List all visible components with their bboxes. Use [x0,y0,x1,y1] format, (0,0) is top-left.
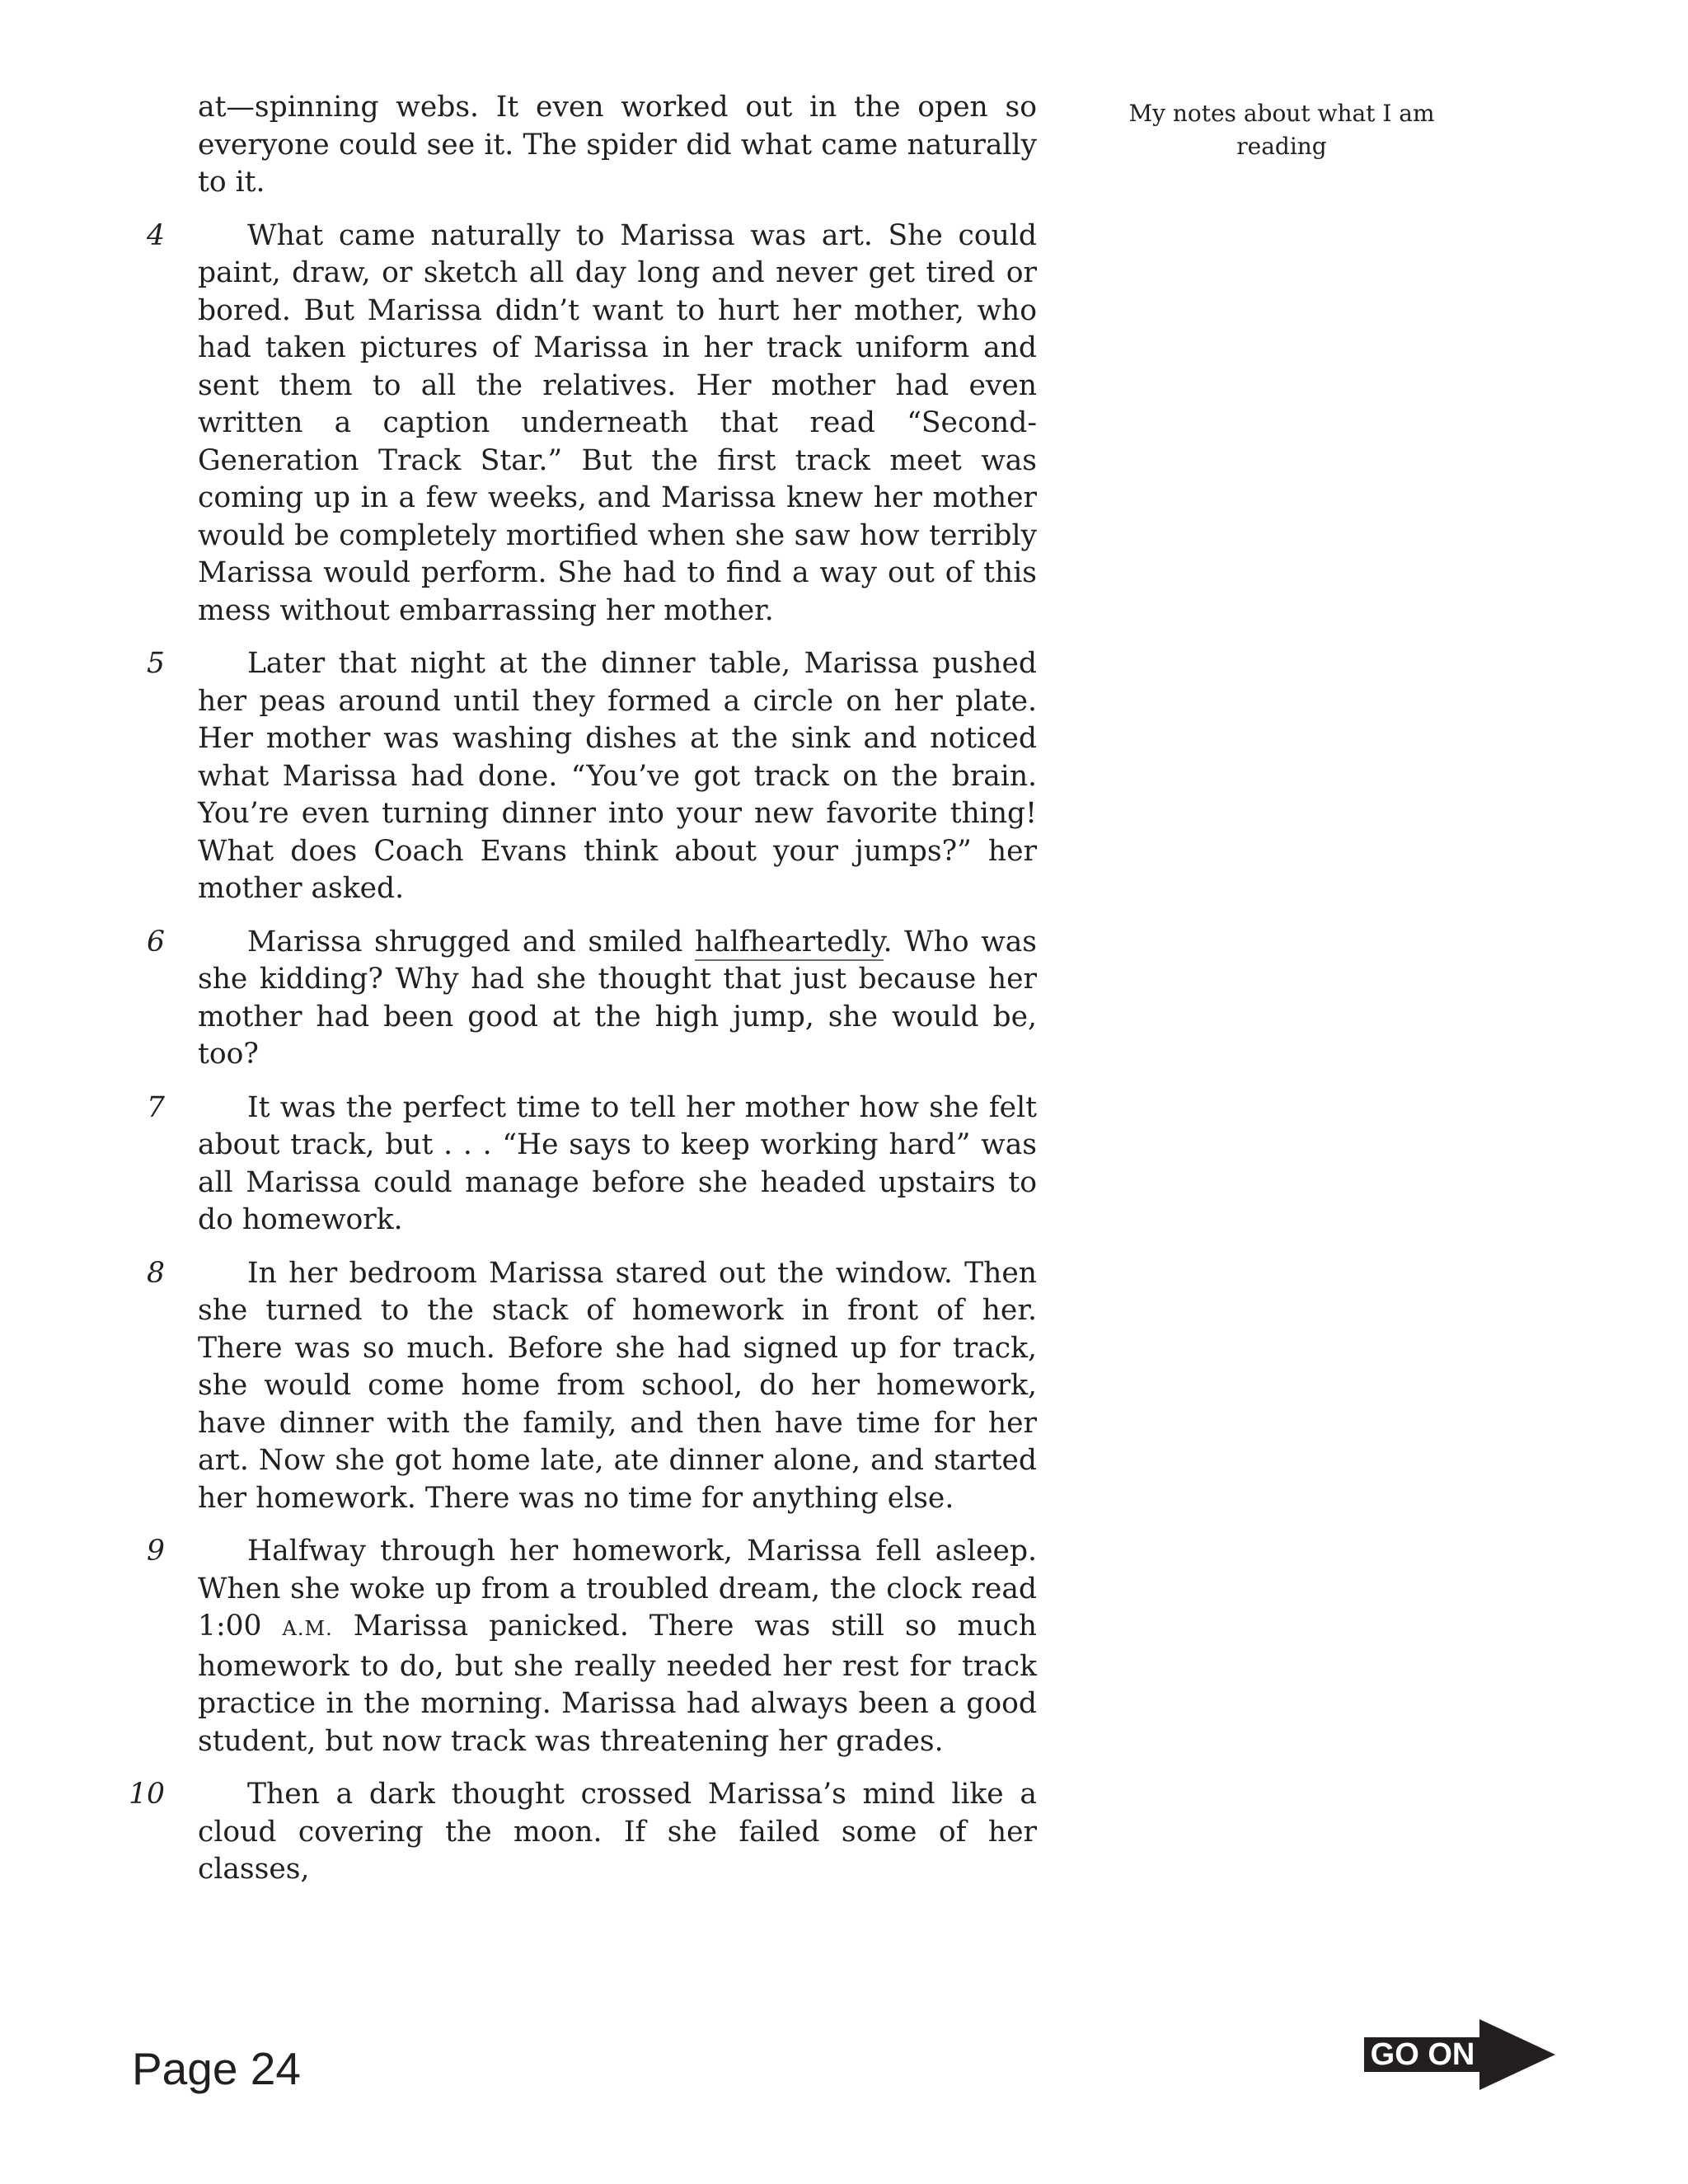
page-number: Page 24 [132,2043,301,2094]
paragraph-number: 5 [147,647,165,680]
passage-paragraph [147,218,1037,630]
paragraph-text: . Who was she kidding? Why had she thought that just because her mother had been good at the high jump, she would be, too? [198,925,1037,1071]
paragraph-number: 7 [147,1090,165,1124]
paragraph-text: Marissa panicked. There was still so much homework to do, but she really needed her rest for track practice in the morning. Marissa had always been a good student, but now track was threatening her grades. [198,1610,1037,1758]
paragraph-text: What came naturally to Marissa was art. She could paint, draw, or sketch all day long and never get tired or bored. But Marissa didn’t want to hurt her mother, who had taken pictures of Marissa in her track uniform and sent them to all the relatives. Her mother had even written a caption underneath that read “Second-Generation Track Star.” But the first track meet was coming up in a few weeks, and Marissa knew her mother would be completely mortified when she saw how terribly Marissa would perform. She had to find a way out of this mess without embarrassing her mother. [198,218,1037,627]
passage-paragraph [147,924,1037,1074]
paragraph-number: 6 [147,925,165,958]
reading-passage [129,89,1037,1905]
passage-paragraph [147,1255,1037,1518]
paragraph-text: Then a dark thought crossed Marissa’s mind like a cloud covering the moon. If she failed some of her classes, [198,1778,1037,1886]
passage-paragraph [147,645,1037,908]
paragraph-number: 9 [147,1535,165,1568]
passage-paragraph [129,1776,1037,1889]
paragraph-text: Later that night at the dinner table, Marissa pushed her peas around until they formed a circle on her plate. Her mother was washing dishes at the sink and noticed what Marissa had done. “You’ve got track on the brain. You’re even turning dinner into your new favorite thing! What does Coach Evans think about your jumps?” her mother asked. [198,647,1037,905]
go-on-indicator [1364,2019,1555,2090]
small-caps-time: A.M. [282,1617,333,1640]
vocabulary-word-underlined: halfheartedly [695,926,884,961]
paragraph-number: 4 [147,218,165,252]
paragraph-text: at—spinning webs. It even worked out in the open so everyone could see it. The spider did what came naturally to it. [198,91,1037,199]
paragraph-text: Marissa shrugged and smiled [247,925,695,958]
paragraph-number: 8 [147,1256,165,1290]
margin-notes-heading: My notes about what I am reading [1128,100,1435,160]
go-on-label: GO ON [1364,2037,1481,2072]
passage-paragraph [147,1533,1037,1760]
passage-paragraph [147,1090,1037,1240]
paragraph-number: 10 [129,1778,165,1811]
paragraph-text: It was the perfect time to tell her mother how she felt about track, but . . . “He says to keep working hard” was all Marissa could manage before she headed upstairs to do homework. [198,1090,1037,1236]
paragraph-text: In her bedroom Marissa stared out the window. Then she turned to the stack of homework in front of her. There was so much. Before she had signed up for track, she would come home from school, do her homework, have dinner with the family, and then have time for her art. Now she got home late, ate dinner alone, and started her homework. There was no time for anything else. [198,1256,1037,1515]
paragraph-text: Halfway through her homework, Marissa fell asleep. When she woke up from a troubled dream, the clock read 1:00 [198,1535,1037,1643]
passage-paragraph-continued [198,89,1037,202]
